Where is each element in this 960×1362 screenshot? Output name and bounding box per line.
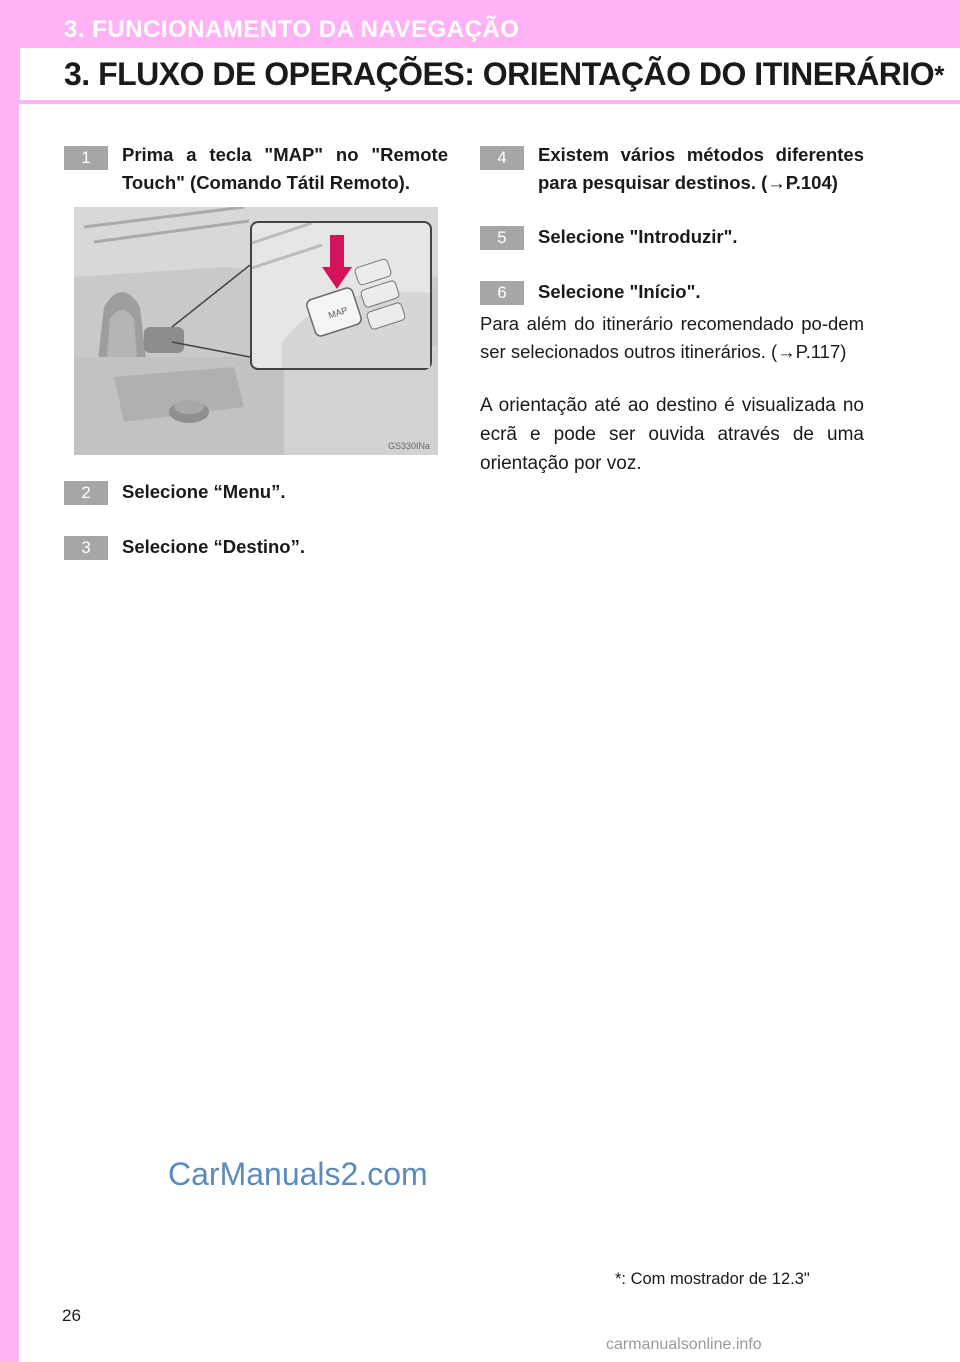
image-code: GS330INa <box>387 441 430 451</box>
reference-arrow-icon: → <box>777 341 796 362</box>
remote-touch-photo <box>74 207 438 455</box>
paragraph-1-page-ref: P.117) <box>795 341 847 362</box>
step-2-text: Selecione “Menu”. <box>122 481 286 502</box>
map-key-inset <box>250 221 432 370</box>
step-4-page-ref: P.104) <box>785 172 838 193</box>
footnote: *: Com mostrador de 12.3" <box>615 1270 810 1288</box>
page-title-text: 3. FLUXO DE OPERAÇÕES: ORIENTAÇÃO DO ITINERÁRIO <box>64 56 935 92</box>
page-number: 26 <box>62 1306 81 1325</box>
paragraph-1-body: Para além do itinerário recomendado po-dem ser selecionados outros itinerários. ( <box>480 313 864 362</box>
guidance-paragraph: A orientação até ao destino é visualizada no ecrã e pode ser ouvida através de uma orientação por voz. <box>480 395 864 474</box>
step-5-text: Selecione "Introduzir". <box>538 226 738 247</box>
reference-arrow-icon: → <box>767 172 786 193</box>
map-button-illustration <box>252 223 430 368</box>
step-1-text: Prima a tecla "MAP" no "Remote Touch" (Comando Tátil Remoto). <box>122 144 448 193</box>
step-badge-3: 3 <box>64 536 108 560</box>
map-key-label: MAP <box>327 305 349 321</box>
step-badge-1: 1 <box>64 146 108 170</box>
page-title <box>64 56 944 93</box>
watermark: CarManuals2.com <box>168 1156 428 1192</box>
alternative-routes-paragraph <box>480 310 864 366</box>
step-4-text <box>538 141 864 197</box>
step-6-text: Selecione "Início". <box>538 281 701 302</box>
step-badge-5: 5 <box>480 226 524 250</box>
left-accent-bar <box>0 0 19 1362</box>
title-asterisk: * <box>934 60 944 90</box>
step-3-text: Selecione “Destino”. <box>122 536 305 557</box>
step-badge-2: 2 <box>64 481 108 505</box>
step-badge-4: 4 <box>480 146 524 170</box>
step-4-body: Existem vários métodos diferentes para pesquisar destinos. ( <box>538 144 864 193</box>
step-badge-6: 6 <box>480 281 524 305</box>
section-label: 3. FUNCIONAMENTO DA NAVEGAÇÃO <box>64 16 520 43</box>
footer-watermark: carmanualsonline.info <box>606 1336 762 1353</box>
